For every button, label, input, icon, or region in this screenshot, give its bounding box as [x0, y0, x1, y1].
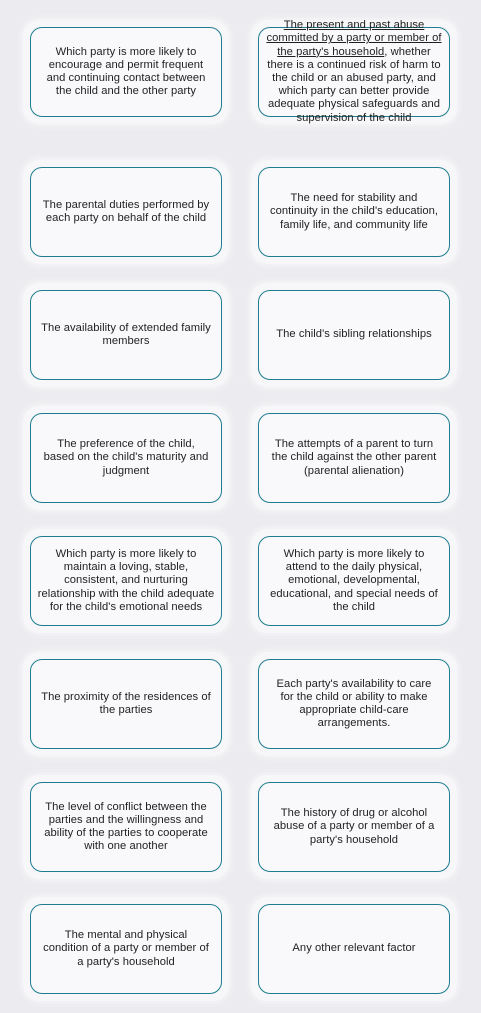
factor-text: The preference of the child, based on the child's maturity and judgment	[43, 438, 209, 477]
factor-card	[30, 413, 222, 503]
factor-text: Which party is more likely to encourage and permit frequent and continuing contact between the child and the other party	[46, 45, 206, 98]
factor-text: Which party is more likely to attend to the daily physical, emotional, developmental, educational, and special needs of the child	[270, 547, 438, 613]
factor-card-wrap	[251, 897, 457, 1001]
factor-card-wrap	[23, 529, 229, 633]
factor-card	[30, 782, 222, 872]
factor-card-wrap	[23, 20, 229, 124]
factor-text: Any other relevant factor	[292, 942, 416, 955]
factor-card-wrap	[251, 529, 457, 633]
factor-text: The availability of extended family members	[41, 321, 211, 347]
factor-card-wrap	[251, 20, 457, 124]
factor-text	[265, 19, 443, 125]
factor-text: The proximity of the residences of the parties	[41, 690, 211, 716]
factor-card-wrap	[23, 283, 229, 387]
factor-card-wrap	[251, 406, 457, 510]
factor-card-wrap	[251, 652, 457, 756]
factor-card	[30, 27, 222, 117]
factor-card-wrap	[23, 652, 229, 756]
factor-card	[258, 290, 450, 380]
factor-text: Each party's availability to care for the child or ability to make appropriate child-care arrangements.	[276, 677, 432, 730]
factor-card	[30, 659, 222, 749]
factor-text: The history of drug or alcohol abuse of a party or member of a party's household	[273, 807, 435, 846]
factor-text: The need for stability and continuity in the child's education, family life, and community life	[269, 192, 439, 231]
factor-card-wrap	[251, 775, 457, 879]
factor-card	[258, 659, 450, 749]
factor-card	[30, 290, 222, 380]
factor-card	[30, 167, 222, 257]
factor-text: The parental duties performed by each party on behalf of the child	[42, 198, 210, 224]
factor-card-wrap	[23, 775, 229, 879]
factor-card-wrap	[23, 160, 229, 264]
factor-card-wrap	[23, 897, 229, 1001]
factor-text-underlined: The present and past abuse committed by a party or member of the party's household	[266, 19, 442, 58]
factor-card	[258, 413, 450, 503]
factor-card	[258, 782, 450, 872]
factor-card	[30, 536, 222, 626]
factor-card	[30, 904, 222, 994]
factor-card-wrap	[23, 406, 229, 510]
factor-card-wrap	[251, 160, 457, 264]
factor-card-wrap	[251, 283, 457, 387]
factor-text: The attempts of a parent to turn the child against the other parent (parental alienation)	[271, 438, 437, 477]
factor-text-rest: , whether there is a continued risk of harm to the child or an abused party, and which party can better provide adequate physical safeguards and supervision of the child	[267, 45, 441, 124]
factor-card	[258, 904, 450, 994]
factor-card	[258, 19, 450, 124]
factor-text: The mental and physical condition of a party or member of a party's household	[43, 929, 209, 968]
factor-text: The child's sibling relationships	[276, 328, 432, 341]
factor-text: The level of conflict between the parties and the willingness and ability of the parties to cooperate with one another	[44, 800, 208, 853]
factor-card	[258, 167, 450, 257]
factor-card	[258, 536, 450, 626]
factor-text: Which party is more likely to maintain a loving, stable, consistent, and nurturing relationship with the child adequate for the child's emotional needs	[37, 547, 215, 613]
